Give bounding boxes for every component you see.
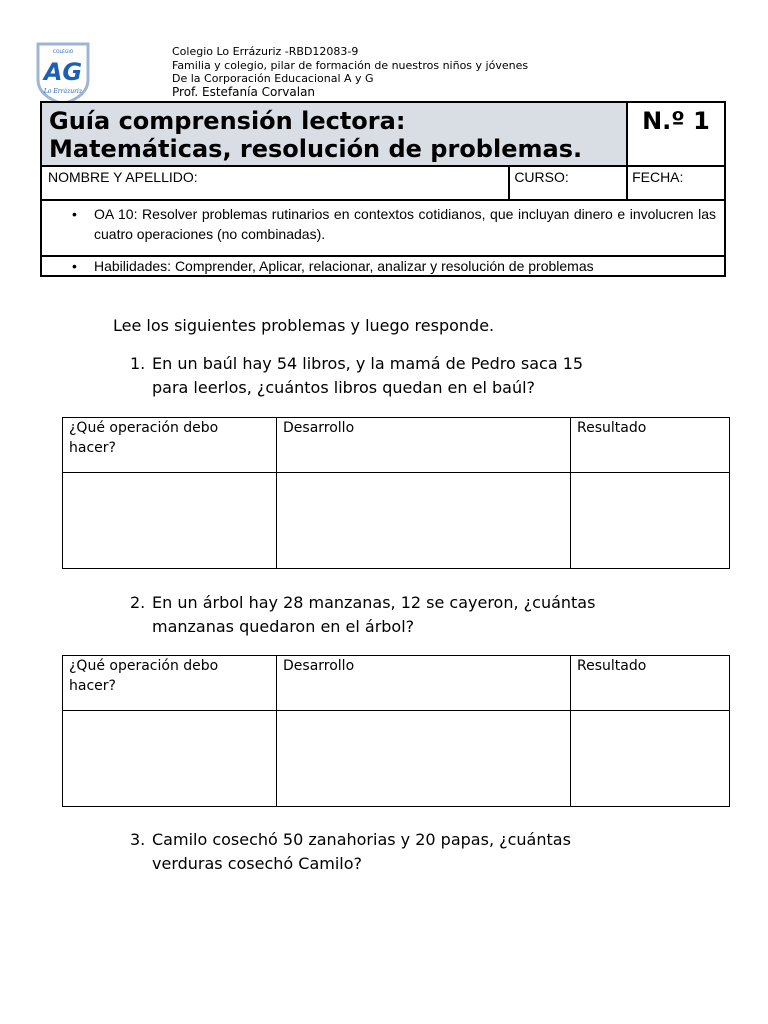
school-corporation: De la Corporación Educacional A y G [172, 72, 374, 85]
problem-number: 3. [130, 830, 146, 849]
answer-table-1 [62, 417, 730, 569]
skills-text: Habilidades: Comprender, Aplicar, relacionar, analizar y resolución de problemas [94, 258, 594, 274]
guide-title-cell [41, 102, 627, 166]
development-answer-cell[interactable] [277, 711, 571, 807]
problem-text [152, 352, 583, 400]
development-header: Desarrollo [277, 418, 571, 473]
objective [42, 201, 724, 244]
bullet-icon: • [72, 258, 77, 274]
date-label: FECHA: [632, 169, 684, 185]
objective-cell [41, 200, 725, 256]
guide-number: N.º 1 [642, 107, 710, 135]
operation-header [63, 656, 277, 711]
problem-line: verduras cosechó Camilo? [152, 854, 363, 873]
result-answer-cell[interactable] [571, 473, 730, 569]
date-field[interactable] [627, 166, 725, 200]
problem-text [152, 828, 571, 876]
answer-table-2 [62, 655, 730, 807]
development-answer-cell[interactable] [277, 473, 571, 569]
school-motto: Familia y colegio, pilar de formación de nuestros niños y jóvenes [172, 58, 529, 72]
problem-number: 1. [130, 354, 146, 373]
guide-header-table [40, 101, 726, 277]
logo-initials: AG [43, 58, 83, 86]
school-name: Colegio Lo Errázuriz -RBD12083-9 [172, 45, 359, 58]
problem-number: 2. [130, 593, 146, 612]
skills-cell [41, 256, 725, 276]
guide-title [42, 103, 626, 163]
operation-header-line: ¿Qué operación debo [69, 420, 219, 436]
guide-number-cell [627, 102, 725, 166]
development-header: Desarrollo [277, 656, 571, 711]
problem-line: Camilo cosechó 50 zanahorias y 20 papas, ¿cuántas [152, 830, 571, 849]
instructions: Lee los siguientes problemas y luego responde. [113, 316, 495, 335]
guide-title-line1: Guía comprensión lectora: [49, 107, 406, 135]
objective-text: OA 10: Resolver problemas rutinarios en contextos cotidianos, que incluyan dinero e involucren las cuatro operaciones (no combinadas). [94, 206, 716, 242]
operation-header-line: ¿Qué operación debo [69, 658, 219, 674]
operation-header-line: hacer? [69, 440, 116, 456]
problem-line: En un árbol hay 28 manzanas, 12 se cayeron, ¿cuántas [152, 593, 596, 612]
problem-2 [130, 591, 595, 639]
result-answer-cell[interactable] [571, 711, 730, 807]
name-field[interactable] [41, 166, 509, 200]
operation-header-line: hacer? [69, 678, 116, 694]
school-info [172, 45, 528, 99]
problem-line: manzanas quedaron en el árbol? [152, 617, 415, 636]
teacher-name: Prof. Estefanía Corvalan [172, 84, 316, 99]
bullet-icon: • [72, 206, 77, 222]
problem-1 [130, 352, 583, 400]
problem-line: para leerlos, ¿cuántos libros quedan en el baúl? [152, 378, 536, 397]
result-header: Resultado [571, 418, 730, 473]
result-header: Resultado [571, 656, 730, 711]
name-label: NOMBRE Y APELLIDO: [48, 169, 198, 185]
logo-bottom-text: Lo Errázuriz [43, 88, 83, 95]
operation-answer-cell[interactable] [63, 711, 277, 807]
operation-answer-cell[interactable] [63, 473, 277, 569]
guide-title-line2: Matemáticas, resolución de problemas. [49, 135, 583, 163]
problem-text [152, 591, 595, 639]
problem-line: En un baúl hay 54 libros, y la mamá de Pedro saca 15 [152, 354, 584, 373]
course-label: CURSO: [514, 169, 569, 185]
logo-top-text: COLEGIO [52, 50, 74, 55]
operation-header [63, 418, 277, 473]
course-field[interactable] [509, 166, 627, 200]
school-logo [34, 40, 92, 106]
skills [42, 257, 724, 275]
problem-3 [130, 828, 571, 876]
